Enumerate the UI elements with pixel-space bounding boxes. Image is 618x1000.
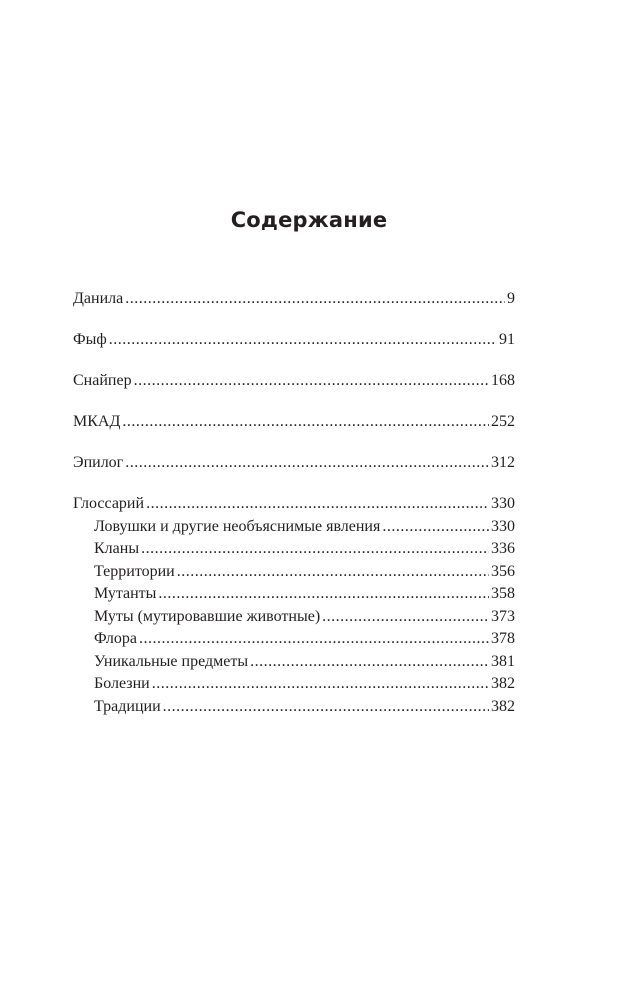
dot-leader xyxy=(109,329,497,350)
toc-subentry-page: 356 xyxy=(491,562,515,580)
dot-leader xyxy=(141,538,489,559)
dot-leader xyxy=(163,696,489,717)
dot-leader xyxy=(322,606,489,627)
toc-subentry-page: 373 xyxy=(491,607,515,625)
toc-subentry-label: Муты (мутировавшие животные) xyxy=(94,607,321,625)
toc-entry-page: 312 xyxy=(491,454,515,471)
toc-subentry-page: 382 xyxy=(491,675,515,692)
toc-entry-page: 330 xyxy=(491,495,515,512)
toc-subentry xyxy=(73,628,515,649)
dot-leader xyxy=(146,493,489,514)
toc-entry xyxy=(73,370,515,391)
toc-subentry-page: 382 xyxy=(491,697,515,715)
table-of-contents xyxy=(73,288,515,718)
toc-subentry xyxy=(73,516,515,537)
toc-subentry-label: Флора xyxy=(94,630,137,647)
toc-entry xyxy=(73,329,515,350)
toc-subentry-label: Кланы xyxy=(94,540,140,557)
toc-entry-page: 252 xyxy=(491,413,515,430)
toc-entry-page: 168 xyxy=(491,372,515,389)
toc-entry-page: 9 xyxy=(507,290,515,307)
page-title: Содержание xyxy=(230,208,388,232)
toc-subentry-label: Мутанты xyxy=(94,585,157,602)
toc-entry-page: 91 xyxy=(499,331,515,348)
dot-leader xyxy=(122,411,489,432)
toc-subentry-page: 336 xyxy=(491,540,515,557)
toc-entry-label: Фыф xyxy=(73,331,107,348)
toc-entry xyxy=(73,411,515,432)
toc-subentry xyxy=(73,561,515,582)
toc-entry-label: МКАД xyxy=(73,413,121,430)
toc-subentry-page: 358 xyxy=(491,585,515,602)
toc-subentry-label: Уникальные предметы xyxy=(94,652,249,670)
toc-subentry-page: 378 xyxy=(491,630,515,647)
toc-subentry-label: Традиции xyxy=(94,697,161,715)
toc-entry xyxy=(73,493,515,514)
toc-subentry-label: Территории xyxy=(94,562,175,580)
dot-leader xyxy=(382,516,489,537)
toc-subentry-page: 381 xyxy=(491,652,515,670)
toc-entry-label: Эпилог xyxy=(73,454,124,471)
toc-subentry xyxy=(73,673,515,694)
toc-subentry xyxy=(73,538,515,559)
dot-leader xyxy=(139,628,489,649)
toc-subentry xyxy=(73,651,515,672)
dot-leader xyxy=(125,452,489,473)
dot-leader xyxy=(250,651,489,672)
toc-entry-label: Данила xyxy=(73,290,124,307)
toc-subentry-page: 330 xyxy=(491,517,515,535)
toc-entry xyxy=(73,288,515,309)
toc-subentry xyxy=(73,583,515,604)
toc-subentry-label: Болезни xyxy=(94,675,150,692)
toc-subentry xyxy=(73,606,515,627)
toc-subentry-label: Ловушки и другие необъяснимые явления xyxy=(94,517,381,535)
toc-entry-label: Снайпер xyxy=(73,372,132,389)
dot-leader xyxy=(125,288,505,309)
dot-leader xyxy=(152,673,489,694)
toc-entry xyxy=(73,452,515,473)
dot-leader xyxy=(134,370,489,391)
dot-leader xyxy=(158,583,489,604)
dot-leader xyxy=(177,561,489,582)
toc-subentry xyxy=(73,696,515,717)
toc-entry-label: Глоссарий xyxy=(73,495,145,512)
